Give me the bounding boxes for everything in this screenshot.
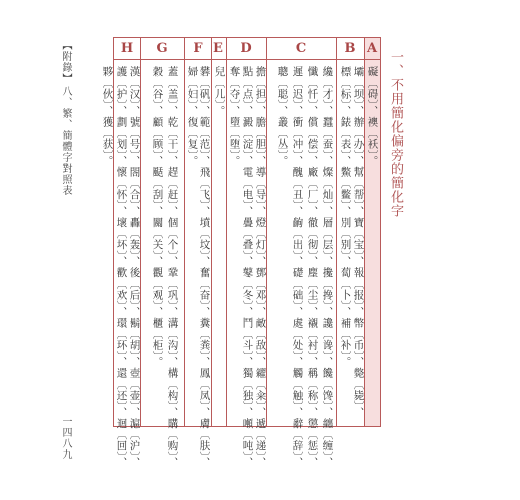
column-e-line: 兒〔儿〕。 [213, 66, 226, 117]
column-h-line: 漢〔汉〕、號〔号〕、閤〔合〕、轟〔轰〕、後〔后〕、鬍〔胡〕、壺〔壶〕、滬〔沪〕、 [128, 66, 141, 468]
column-c-line: 纔〔才〕、蠶〔蚕〕、燦〔灿〕、層〔层〕、攙〔搀〕、讒〔谗〕、饞〔馋〕、纏〔缠〕、 [321, 66, 334, 468]
column-f-line: 婦〔妇〕、復〔复〕。 [186, 66, 199, 167]
column-letter-g: G [156, 41, 168, 56]
column-g-line: 穀〔谷〕、顧〔顾〕、颳〔刮〕、關〔关〕、觀〔观〕、櫃〔柜〕。 [151, 66, 164, 368]
column-divider [184, 37, 185, 427]
column-b-line: 壩〔坝〕、辦〔办〕、幫〔帮〕、寶〔宝〕、報〔报〕、幣〔币〕、斃〔毙〕、 [352, 66, 365, 418]
page-number: 一四八九 [60, 416, 71, 460]
column-letter-d: D [240, 41, 252, 56]
column-divider [336, 37, 337, 427]
column-letter-e: E [213, 41, 223, 56]
column-letter-c: C [295, 41, 307, 56]
table-header-divider [113, 59, 381, 60]
column-d-line: 擔〔担〕、膽〔胆〕、導〔导〕、燈〔灯〕、鄧〔邓〕、敵〔敌〕、糴〔籴〕、遞〔递〕、 [254, 66, 267, 468]
column-d-line: 奪〔夺〕、墮〔堕〕。 [228, 66, 241, 167]
section-header: 八、繁、簡體字對照表 [60, 86, 71, 196]
column-divider [211, 37, 212, 427]
column-letter-h: H [120, 41, 134, 56]
column-c-line: 遲〔迟〕、衝〔冲〕、醜〔丑〕、齣〔出〕、礎〔础〕、處〔处〕、觸〔触〕、辭〔辞〕、 [291, 66, 304, 468]
column-letter-f: F [193, 41, 203, 56]
column-b-line: 標〔标〕、錶〔表〕、鱉〔鳖〕、別〔别〕、蔔〔卜〕、補〔补〕。 [339, 66, 352, 368]
column-h-line: 護〔护〕、劃〔划〕、懷〔怀〕、壞〔坏〕、歡〔欢〕、環〔环〕、還〔还〕、迴〔回〕、 [115, 66, 128, 468]
column-c-line: 聰〔聪〕、叢〔丛〕。 [276, 66, 289, 167]
column-a-line: 礙〔碍〕、襖〔袄〕。 [366, 66, 379, 167]
column-divider [226, 37, 227, 427]
column-h-line: 夥〔伙〕、獲〔获〕。 [101, 66, 114, 167]
column-d-line: 點〔点〕、澱〔淀〕、電〔电〕、疊〔叠〕、鼕〔冬〕、鬥〔斗〕、獨〔独〕、噸〔吨〕、 [241, 66, 254, 468]
section-title: 一、不用簡化偏旁的簡化字 [388, 50, 403, 218]
appendix-tag: 【附錄】 [60, 40, 71, 84]
column-c-line: 懺〔忏〕、償〔偿〕、廠〔厂〕、徹〔彻〕、塵〔尘〕、襯〔衬〕、稱〔称〕、懲〔惩〕、 [306, 66, 319, 468]
column-g-line: 蓋〔盖〕、乾〔干〕、趕〔赶〕、個〔个〕、鞏〔巩〕、溝〔沟〕、構〔构〕、購〔购〕、 [166, 66, 179, 468]
column-letter-a: A [366, 41, 378, 56]
column-f-line: 礬〔矾〕、範〔范〕、飛〔飞〕、墳〔坟〕、奮〔奋〕、糞〔粪〕、鳳〔凤〕、膚〔肤〕、 [198, 66, 211, 468]
column-letter-b: B [344, 41, 356, 56]
